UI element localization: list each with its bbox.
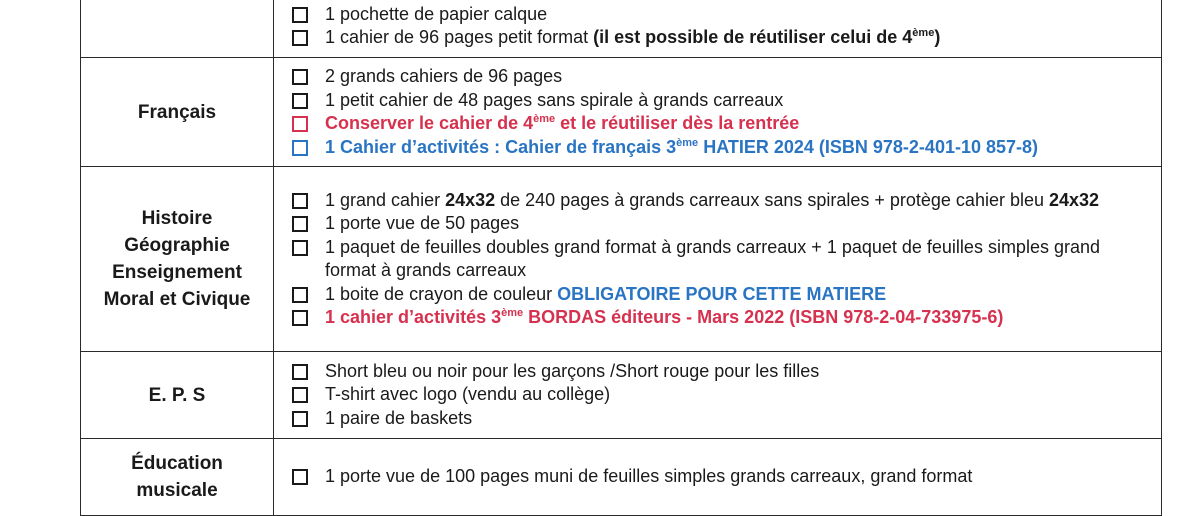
checkbox-icon[interactable] [292, 240, 308, 256]
subject-row [81, 167, 1162, 352]
supply-item-text [325, 465, 1153, 489]
supply-item-text [325, 65, 1153, 89]
subject-cell [81, 352, 274, 439]
subject-cell [81, 58, 274, 167]
item-text-part: 1 cahier de 96 pages petit format [325, 27, 594, 47]
items-cell [274, 439, 1162, 516]
checkbox-icon[interactable] [292, 140, 308, 156]
item-text-part: 1 petit cahier de 48 pages sans spirale à grands carreaux [325, 89, 784, 110]
checkbox-icon[interactable] [292, 310, 308, 326]
checkbox-icon[interactable] [292, 93, 308, 109]
items-cell [274, 167, 1162, 352]
item-text-part: et le réutiliser dès la rentrée [555, 113, 800, 133]
supply-item-text [325, 89, 1153, 113]
supply-item [292, 407, 1153, 431]
item-text-part: 1 pochette de papier calque [325, 3, 548, 24]
subject-cell [81, 439, 274, 516]
supply-list-body [81, 0, 1162, 516]
supply-item-text [325, 212, 1153, 236]
supply-item [292, 383, 1153, 407]
supply-item [292, 112, 1153, 136]
subject-name-line: Enseignement [112, 262, 242, 283]
subject-name-line: Géographie [124, 235, 230, 256]
subject-name-line: Histoire [141, 208, 213, 229]
superscript-text: ème [501, 307, 524, 319]
checkbox-icon[interactable] [292, 469, 308, 485]
item-text-part: ) [934, 27, 941, 47]
checkbox-icon[interactable] [292, 69, 308, 85]
item-text-part: 1 porte vue de 100 pages muni de feuilles simples grands carreaux, grand format [325, 466, 973, 487]
items-cell [274, 0, 1162, 58]
item-text-part: 1 boite de crayon de couleur [325, 283, 558, 304]
checkbox-icon[interactable] [292, 116, 308, 132]
supply-item-text [325, 189, 1153, 213]
item-text-part: de 240 pages à grands carreaux sans spirales + protège cahier bleu [495, 189, 1049, 210]
items-cell [274, 352, 1162, 439]
subject-row [81, 58, 1162, 167]
item-text-part: Conserver le cahier de 4 [325, 113, 534, 133]
item-text-part: 1 Cahier d’activités : Cahier de français 3 [325, 136, 677, 157]
supply-item [292, 465, 1153, 489]
supply-item-text [325, 136, 1153, 160]
supply-item [292, 306, 1153, 330]
checkbox-icon[interactable] [292, 287, 308, 303]
supply-item-text [325, 360, 1153, 384]
supply-item-text [325, 3, 1153, 27]
items-cell [274, 58, 1162, 167]
subject-cell [81, 0, 274, 58]
subject-row [81, 352, 1162, 439]
supply-item-text [325, 236, 1153, 283]
supply-item-text [325, 26, 1153, 50]
superscript-text: ème [676, 136, 699, 149]
supply-item-text [325, 407, 1153, 431]
supply-item [292, 136, 1153, 160]
supply-item [292, 3, 1153, 27]
supply-item-text [325, 306, 1153, 330]
checkbox-icon[interactable] [292, 387, 308, 403]
checkbox-icon[interactable] [292, 7, 308, 23]
item-text-part: OBLIGATOIRE POUR CETTE MATIERE [557, 283, 887, 304]
subject-name-line: Moral et Civique [103, 289, 251, 310]
supply-item [292, 212, 1153, 236]
supply-item [292, 189, 1153, 213]
item-text-part: T-shirt avec logo (vendu au collège) [325, 384, 611, 405]
item-text-part: (il est possible de réutiliser celui de 4 [593, 27, 913, 47]
checkbox-icon[interactable] [292, 411, 308, 427]
subject-row [81, 439, 1162, 516]
supply-item-text [325, 283, 1153, 307]
checkbox-icon[interactable] [292, 30, 308, 46]
item-text-part: 24x32 [445, 189, 496, 210]
superscript-text: ème [533, 113, 556, 125]
supply-item [292, 236, 1153, 283]
supply-item-text [325, 383, 1153, 407]
item-text-part: Short bleu ou noir pour les garçons /Short rouge pour les filles [325, 360, 820, 381]
subject-name-line: E. P. S [148, 384, 206, 406]
checkbox-icon[interactable] [292, 193, 308, 209]
subject-row [81, 0, 1162, 58]
item-text-part: 1 porte vue de 50 pages [325, 213, 520, 233]
supply-item-text [325, 112, 1153, 136]
subject-cell [81, 167, 274, 352]
checkbox-icon[interactable] [292, 216, 308, 232]
supply-item [292, 283, 1153, 307]
supply-list-table [80, 0, 1162, 516]
supply-item [292, 89, 1153, 113]
item-text-part: 24x32 [1049, 189, 1100, 210]
supply-item [292, 360, 1153, 384]
subject-name-line: Éducation [131, 453, 223, 474]
item-text-part: 1 cahier d’activités 3 [325, 307, 502, 327]
supply-item [292, 26, 1153, 50]
item-text-part: HATIER 2024 (ISBN 978-2-401-10 857-8) [698, 136, 1039, 157]
item-text-part: BORDAS éditeurs - Mars 2022 (ISBN 978-2-04-733975-6) [523, 307, 1004, 327]
item-text-part: 2 grands cahiers de 96 pages [325, 66, 563, 86]
checkbox-icon[interactable] [292, 364, 308, 380]
superscript-text: ème [912, 27, 935, 39]
subject-name-line: musicale [136, 480, 218, 501]
item-text-part: 1 grand cahier [325, 189, 446, 210]
supply-item [292, 65, 1153, 89]
item-text-part: 1 paquet de feuilles doubles grand format à grands carreaux + 1 paquet de feuilles simples grand format à grands carreaux [325, 236, 1100, 280]
subject-name-line: Français [137, 101, 217, 123]
item-text-part: 1 paire de baskets [325, 407, 473, 428]
